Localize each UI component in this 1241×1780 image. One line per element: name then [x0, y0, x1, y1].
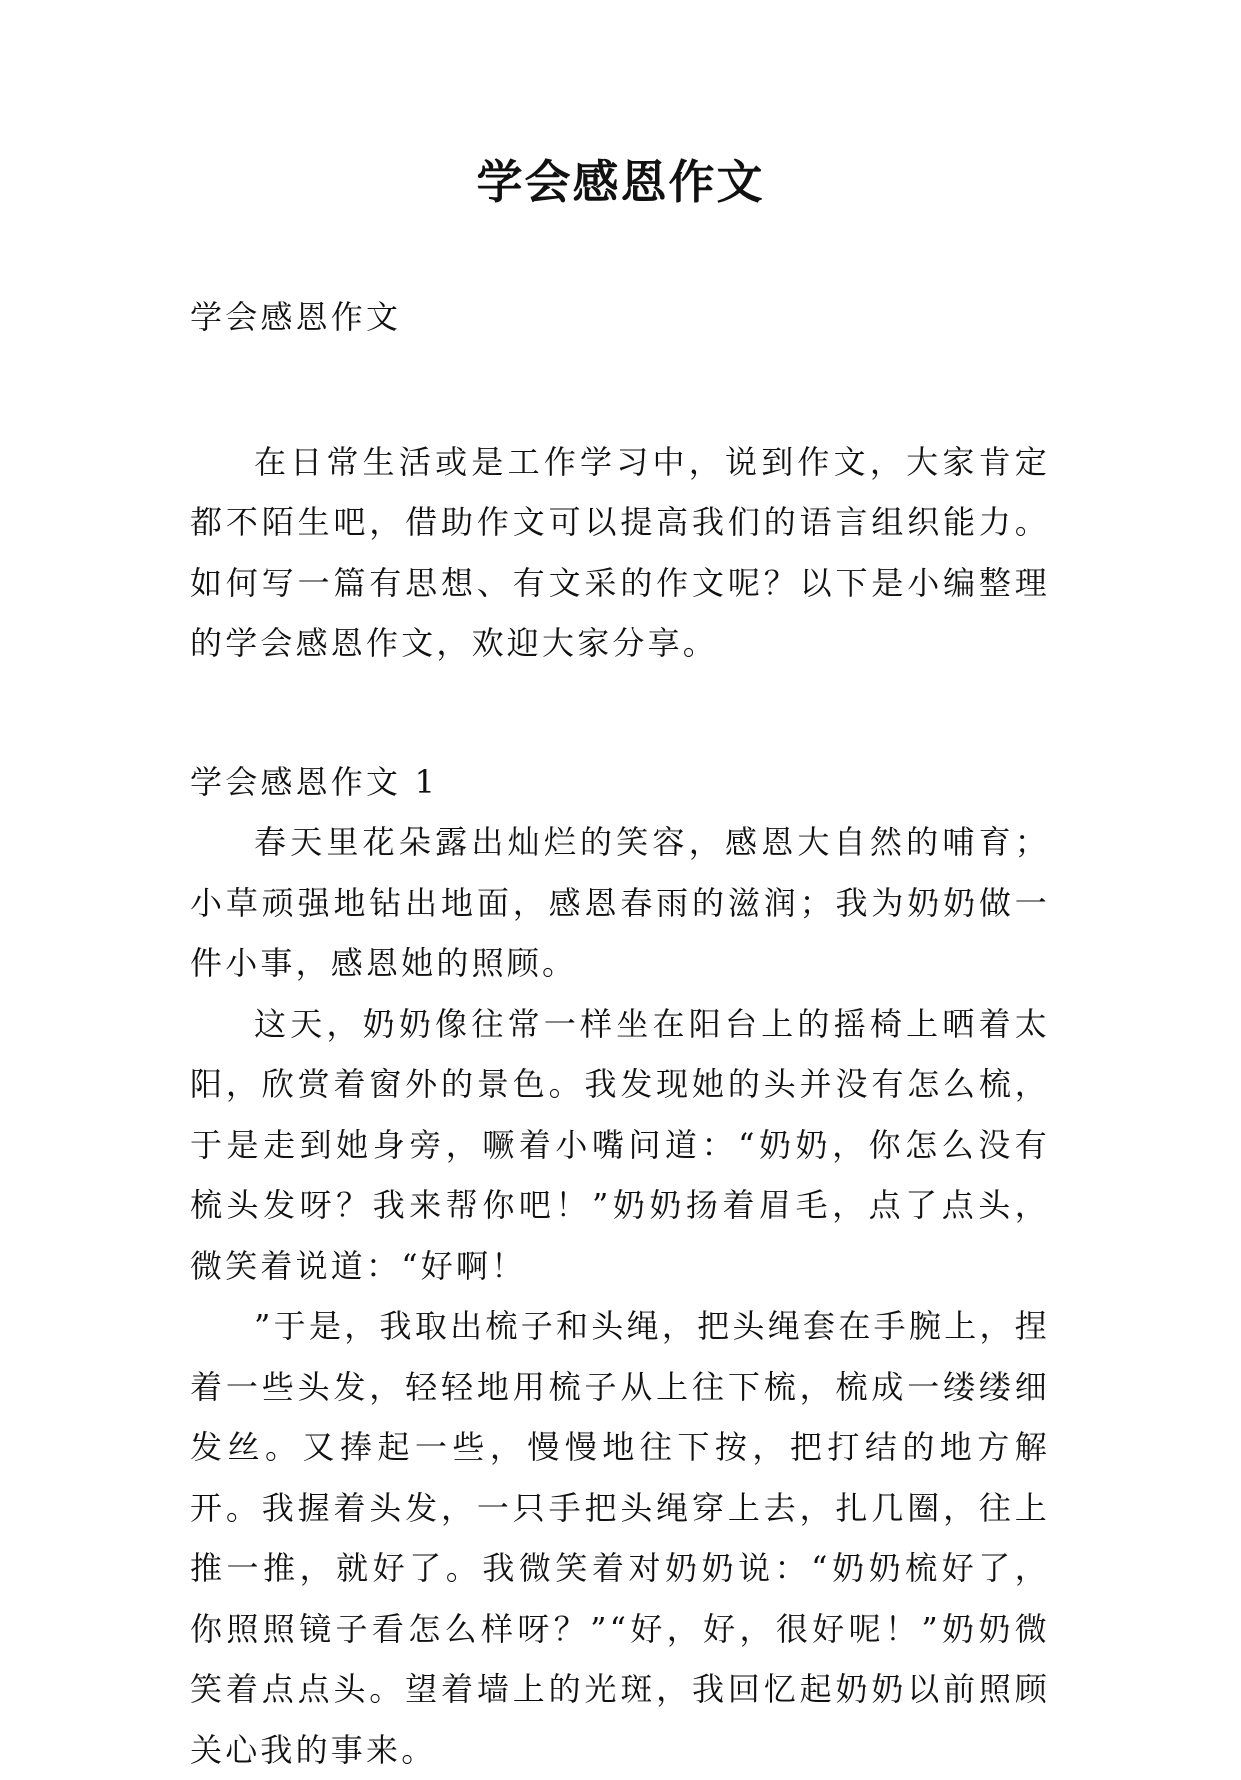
document-subtitle: 学会感恩作文 — [190, 298, 402, 336]
body-paragraph: 这天，奶奶像往常一样坐在阳台上的摇椅上晒着太阳，欣赏着窗外的景色。我发现她的头并没有怎么梳，于是走到她身旁，噘着小嘴问道：“奶奶，你怎么没有梳头发呀？我来帮你吧！”奶奶扬着眉毛，点了点头，微笑着说道：“好啊！ — [190, 1004, 1050, 1285]
spacer — [190, 674, 1050, 752]
body-paragraph: 春天里花朵露出灿烂的笑容，感恩大自然的哺育；小草顽强地钻出地面，感恩春雨的滋润；我为奶奶做一件小事，感恩她的照顾。 — [190, 823, 1050, 982]
spacer — [190, 348, 1050, 432]
document-body — [190, 287, 1050, 1780]
intro-paragraph: 在日常生活或是工作学习中，说到作文，大家肯定都不陌生吧，借助作文可以提高我们的语言组织能力。如何写一篇有思想、有文采的作文呢？以下是小编整理的学会感恩作文，欢迎大家分享。 — [190, 442, 1050, 662]
document-title: 学会感恩作文 — [476, 155, 765, 209]
body-paragraph: ”于是，我取出梳子和头绳，把头绳套在手腕上，捏着一些头发，轻轻地用梳子从上往下梳，梳成一缕缕细发丝。又捧起一些，慢慢地往下按，把打结的地方解开。我握着头发，一只手把头绳穿上去，扎几圈，往上推一推，就好了。我微笑着对奶奶说：“奶奶梳好了，你照照镜子看怎么样呀？”“好，好，很好呢！”奶奶微笑着点点头。望着墙上的光斑，我回忆起奶奶以前照顾关心我的事来。 — [190, 1307, 1050, 1769]
section-heading: 学会感恩作文 1 — [190, 762, 439, 801]
